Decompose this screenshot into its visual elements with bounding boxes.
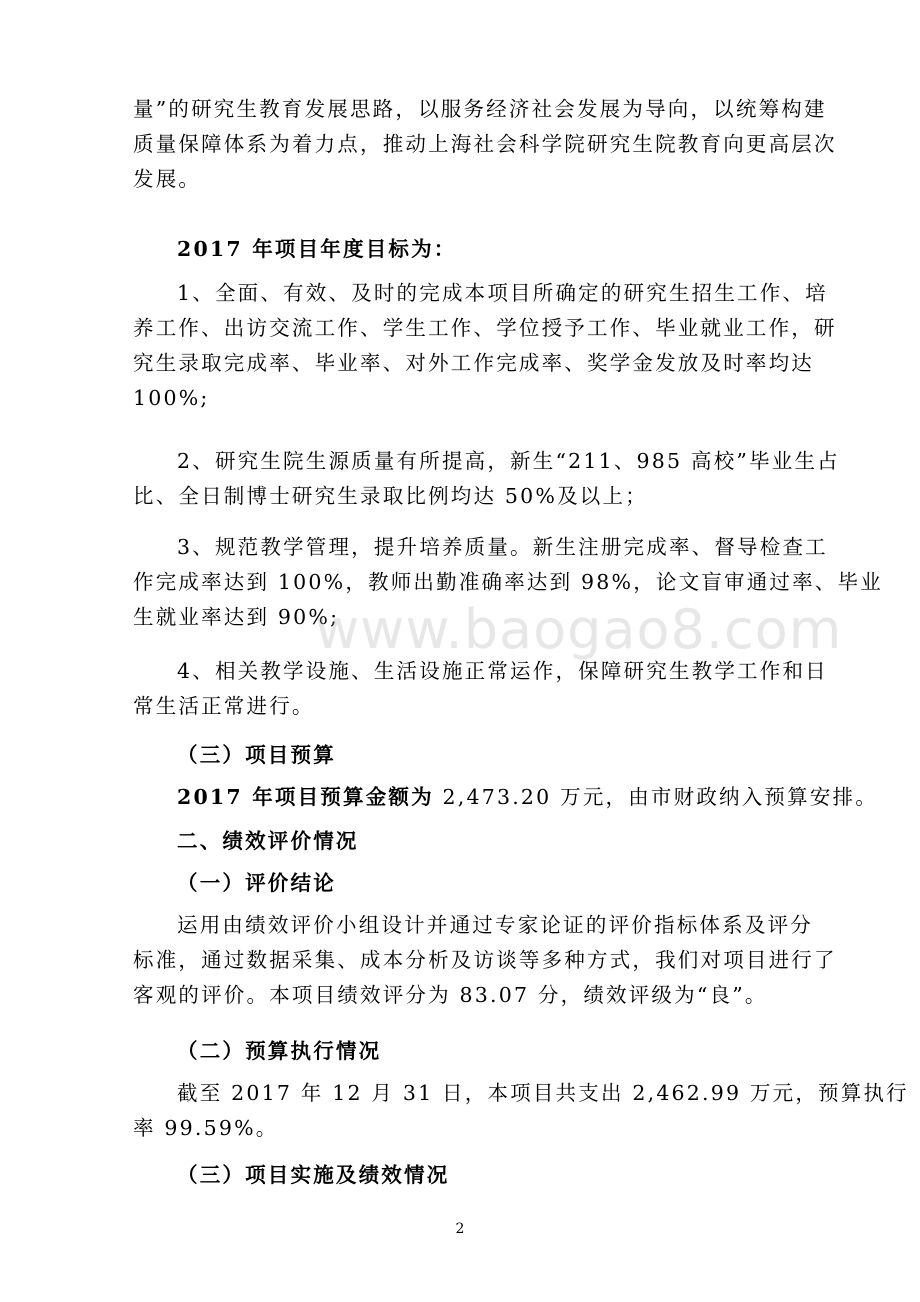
heading-text: 二、绩效评价情况	[177, 829, 359, 853]
intro-paragraph	[133, 92, 837, 197]
text-line: 100%;	[133, 386, 210, 410]
heading-text: （三）项目预算	[177, 743, 336, 767]
budget-amount-text: 2,473.20 万元，由市财政纳入预算安排。	[433, 785, 878, 809]
text-line: 究生录取完成率、毕业率、对外工作完成率、奖学金发放及时率均达	[133, 351, 814, 375]
execution-paragraph	[133, 1076, 909, 1146]
text-line: 运用由绩效评价小组设计并通过专家论证的评价指标体系及评分	[177, 913, 813, 937]
heading-text: （一）评价结论	[177, 871, 336, 895]
text-line: 4、相关教学设施、生活设施正常运作，保障研究生教学工作和日	[177, 659, 828, 683]
goal-2-paragraph	[133, 444, 840, 514]
section-2-heading	[133, 824, 813, 859]
text-line: 量”的研究生教育发展思路，以服务经济社会发展为导向，以统筹构建	[133, 97, 827, 121]
heading-text: （二）预算执行情况	[177, 1039, 382, 1063]
conclusion-heading	[133, 866, 813, 901]
goal-1-paragraph	[133, 276, 837, 416]
heading-text: （三）项目实施及绩效情况	[177, 1163, 450, 1187]
text-line: 生就业率达到 90%;	[133, 605, 340, 629]
page-number: 2	[455, 1221, 465, 1237]
text-line: 率 99.59%。	[133, 1116, 279, 1140]
text-line: 客观的评价。本项目绩效评分为 83.07 分，绩效评级为“良”。	[133, 983, 768, 1007]
text-line: 3、规范教学管理，提升培养质量。新生注册完成率、督导检查工	[177, 535, 828, 559]
text-line: 1、全面、有效、及时的完成本项目所确定的研究生招生工作、培	[177, 281, 828, 305]
budget-heading	[133, 738, 813, 773]
goals-heading	[133, 232, 813, 267]
text-line: 比、全日制博士研究生录取比例均达 50%及以上；	[133, 484, 648, 508]
budget-lead: 2017 年项目预算金额为	[177, 785, 434, 809]
goal-4-paragraph	[133, 654, 828, 724]
goal-3-paragraph	[133, 530, 883, 635]
budget-paragraph	[133, 780, 878, 815]
text-line: 常生活正常进行。	[133, 694, 315, 718]
text-line: 标准，通过数据采集、成本分析及访谈等多种方式，我们对项目进行了	[133, 948, 837, 972]
text-line: 质量保障体系为着力点，推动上海社会科学院研究生院教育向更高层次	[133, 132, 837, 156]
text-line: 作完成率达到 100%，教师出勤准确率达到 98%，论文盲审通过率、毕业	[133, 570, 883, 594]
heading-text: 2017 年项目年度目标为：	[177, 237, 457, 261]
text-line: 截至 2017 年 12 月 31 日，本项目共支出 2,462.99 万元，预算执行	[177, 1081, 909, 1105]
watermark: www.baogao8.com	[315, 598, 843, 661]
text-line	[133, 780, 878, 815]
conclusion-paragraph	[133, 908, 837, 1013]
implementation-heading	[133, 1158, 813, 1193]
text-line: 2、研究生院生源质量有所提高，新生“211、985 高校”毕业生占	[177, 449, 840, 473]
text-line: 发展。	[133, 167, 202, 191]
text-line: 养工作、出访交流工作、学生工作、学位授予工作、毕业就业工作，研	[133, 316, 837, 340]
execution-heading	[133, 1034, 813, 1069]
